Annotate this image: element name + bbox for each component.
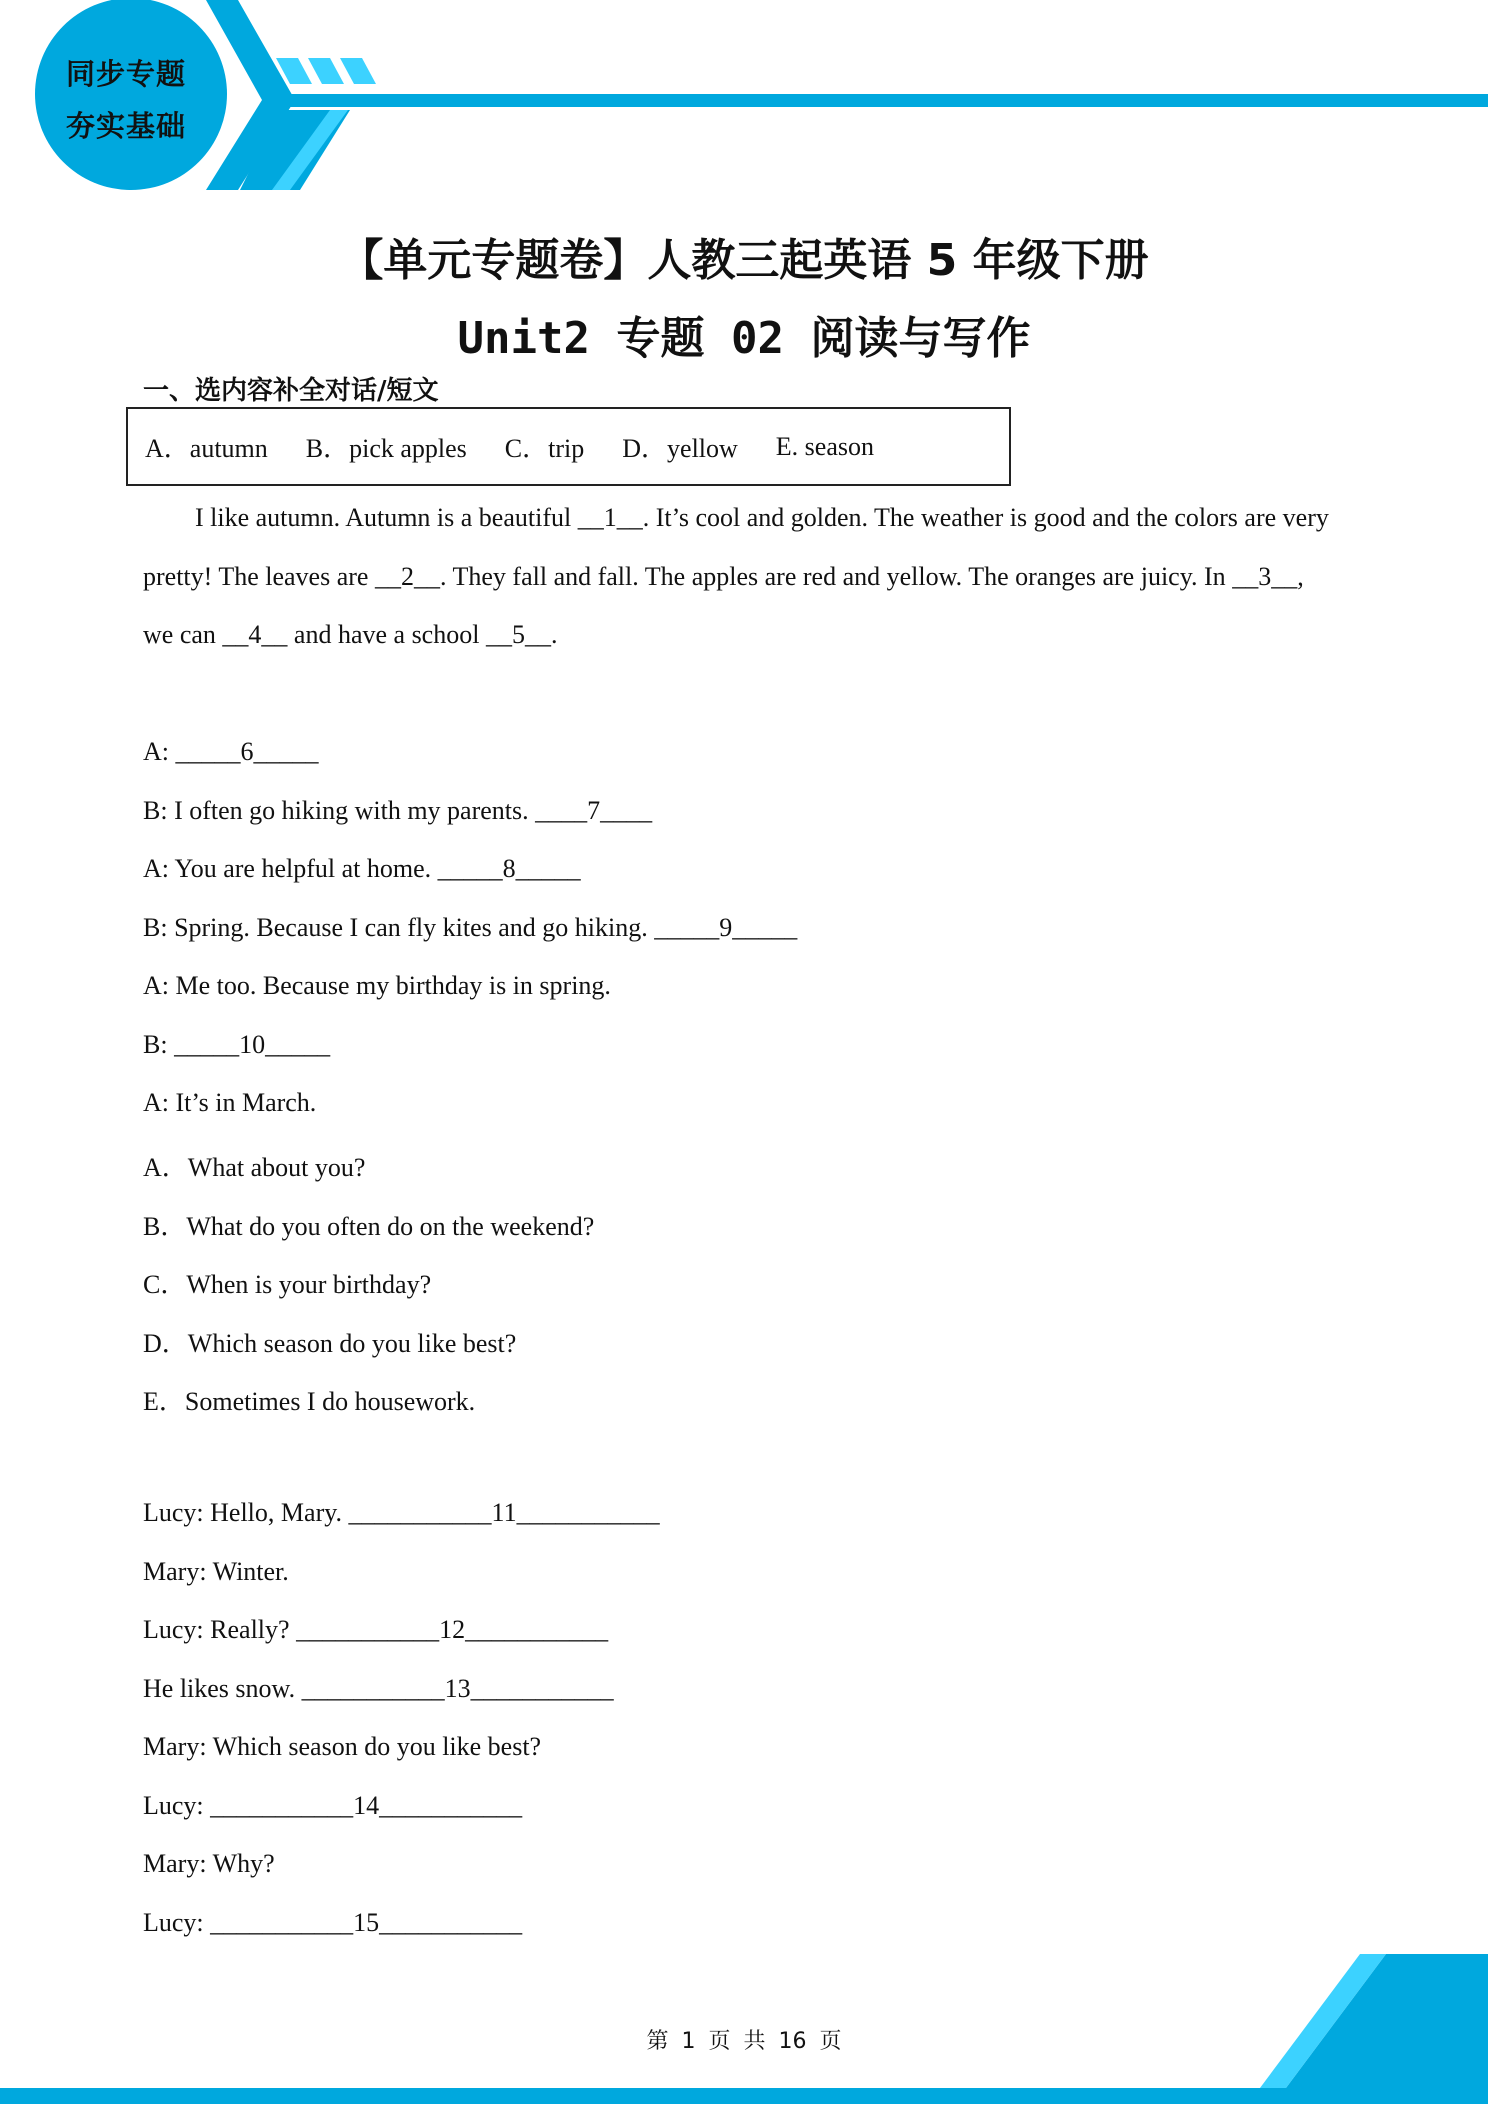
dialog1-line-3: A: You are helpful at home. _____8_____ — [143, 854, 581, 883]
dialog1-line-7: A: It’s in March. — [143, 1088, 317, 1117]
section-heading: 一、选内容补全对话/短文 — [143, 376, 439, 406]
option-a: A．autumn — [145, 434, 268, 463]
blank-14[interactable]: ___________14___________ — [210, 1791, 523, 1820]
footer-banner — [0, 1954, 1488, 2104]
page-subtitle: Unit2 专题 02 阅读与写作 — [457, 313, 1031, 364]
blank-9[interactable]: _____9_____ — [654, 913, 798, 942]
blank-11[interactable]: ___________11___________ — [348, 1498, 660, 1527]
blank-10[interactable]: _____10_____ — [174, 1030, 331, 1059]
header-banner — [0, 0, 1488, 200]
blank-2[interactable]: __2__ — [374, 562, 440, 591]
option-b: B．pick apples — [305, 434, 467, 463]
option-e: E. season — [775, 431, 874, 461]
passage-line-1: I like autumn. Autumn is a beautiful __1__. It’s cool and golden. The weather is good and the colors are very — [195, 503, 1329, 532]
dialog2-line-4: He likes snow. ___________13___________ — [143, 1674, 614, 1703]
dialog2-line-6: Lucy: ___________14___________ — [143, 1791, 523, 1820]
blank-8[interactable]: _____8_____ — [437, 854, 581, 883]
option-c: C．trip — [504, 434, 585, 463]
page-title: 【单元专题卷】人教三起英语 5 年级下册 — [339, 235, 1149, 286]
dialog2-line-7: Mary: Why? — [143, 1849, 275, 1878]
blank-7[interactable]: ____7____ — [535, 796, 653, 825]
passage-line-3: we can __4__ and have a school __5__. — [143, 620, 558, 649]
blank-4[interactable]: __4__ — [222, 620, 288, 649]
blank-6[interactable]: _____6_____ — [175, 737, 319, 766]
dialog1-line-6: B: _____10_____ — [143, 1030, 331, 1059]
badge-circle — [35, 0, 227, 190]
word-options-box — [126, 407, 1011, 486]
option-d: D．yellow — [622, 434, 738, 463]
dialog1-line-2: B: I often go hiking with my parents. ____7____ — [143, 796, 653, 825]
badge-line-2: 夯实基础 — [65, 109, 186, 143]
dialog2-line-8: Lucy: ___________15___________ — [143, 1908, 523, 1937]
dialog2-line-2: Mary: Winter. — [143, 1557, 289, 1586]
passage-line-2: pretty! The leaves are __2__. They fall and fall. The apples are red and yellow. The oranges are juicy. In __3__, — [143, 562, 1304, 591]
blank-13[interactable]: ___________13___________ — [301, 1674, 614, 1703]
dialog1-option-d: D．Which season do you like best? — [143, 1329, 517, 1358]
dialog1-option-a: A．What about you? — [143, 1153, 366, 1182]
page-number: 第 1 页 共 16 页 — [646, 2029, 842, 2054]
dialog1-line-5: A: Me too. Because my birthday is in spring. — [143, 971, 611, 1000]
dialog2-line-5: Mary: Which season do you like best? — [143, 1732, 542, 1761]
blank-5[interactable]: __5__ — [485, 620, 551, 649]
blank-12[interactable]: ___________12___________ — [296, 1615, 609, 1644]
blank-3[interactable]: __3__ — [1232, 562, 1298, 591]
blank-15[interactable]: ___________15___________ — [210, 1908, 523, 1937]
dialog1-option-b: B．What do you often do on the weekend? — [143, 1212, 595, 1241]
dialog2-line-3: Lucy: Really? ___________12___________ — [143, 1615, 609, 1644]
dialog2-line-1: Lucy: Hello, Mary. ___________11___________ — [143, 1498, 660, 1527]
dialog1-line-4: B: Spring. Because I can fly kites and go hiking. _____9_____ — [143, 913, 798, 942]
dialog1-line-1: A: _____6_____ — [143, 737, 319, 766]
dialog1-option-c: C．When is your birthday? — [143, 1270, 432, 1299]
blank-1[interactable]: __1__ — [577, 503, 643, 532]
dialog1-option-e: E．Sometimes I do housework. — [143, 1387, 476, 1416]
badge-line-1: 同步专题 — [65, 57, 186, 91]
